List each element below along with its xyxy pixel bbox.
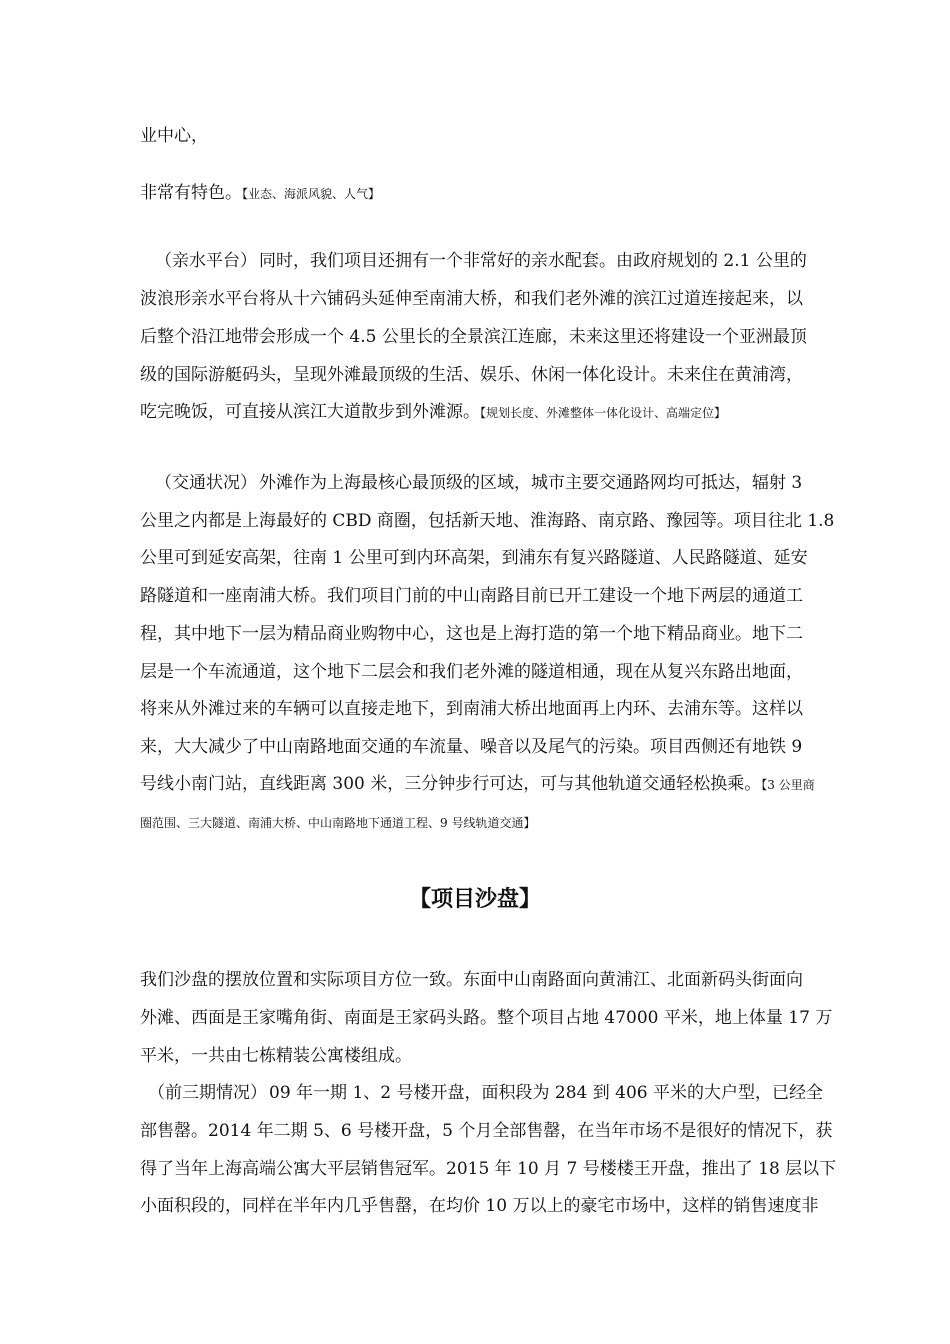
text: 业中心， (140, 126, 208, 146)
text: 外滩作为上海最核心最顶级的区域，城市主要交通路网均可抵达，辐射 3 (259, 473, 803, 493)
traffic-paragraph-line-4 (140, 584, 820, 608)
text: 号线小南门站，直线距离 300 米，三分钟步行可达，可与其他轨道交通轻松换乘。 (140, 774, 762, 794)
traffic-paragraph-line-8 (140, 735, 820, 759)
summary-note: 【业态、海派风貌、人气】 (242, 187, 381, 201)
waterfront-paragraph-line-5 (140, 400, 820, 425)
text: 将来从外滩过来的车辆可以直接走地下，到南浦大桥出地面再上内环、去浦东等。这样以 (140, 699, 803, 719)
text: 同时，我们项目还拥有一个非常好的亲水配套。由政府规划的 2.1 公里的 (259, 251, 807, 271)
text: 公里之内都是上海最好的 CBD 商圈，包括新天地、淮海路、南京路、豫园等。项目往北 1.8 (140, 511, 835, 531)
sandtable-paragraph-line-2 (140, 1006, 833, 1030)
waterfront-paragraph-line-4 (140, 363, 820, 387)
text: 得了当年上海高端公寓大平层销售冠军。2015 年 10 月 7 号楼楼王开盘，推出了 18 层以下 (140, 1159, 837, 1179)
traffic-paragraph-line-7 (140, 697, 820, 721)
text: 程，其中地下一层为精品商业购物中心，这也是上海打造的第一个地下精品商业。地下二 (140, 624, 803, 644)
text: 我们沙盘的摆放位置和实际项目方位一致。东面中山南路面向黄浦江、北面新码头街面向 (140, 970, 803, 990)
sandtable-paragraph-line-3 (140, 1044, 820, 1068)
text: 吃完晚饭，可直接从滨江大道散步到外滩源。 (140, 402, 480, 422)
traffic-paragraph-line-3 (140, 546, 820, 570)
text: 来，大大减少了中山南路地面交通的车流量、噪音以及尾气的污染。项目西侧还有地铁 9 (140, 737, 803, 757)
traffic-paragraph-line-10 (140, 810, 820, 835)
traffic-paragraph-line-5 (140, 622, 820, 646)
phases-paragraph-line-2 (140, 1119, 833, 1143)
section-lead: （交通状况） (155, 473, 257, 493)
section-lead: （亲水平台） (155, 251, 257, 271)
text: 路隧道和一座南浦大桥。我们项目门前的中山南路目前已开工建设一个地下两层的通道工 (140, 586, 803, 606)
waterfront-paragraph-line-2 (140, 287, 820, 311)
traffic-paragraph-line-6 (140, 660, 820, 684)
text: 波浪形亲水平台将从十六铺码头延伸至南浦大桥，和我们老外滩的滨江过道连接起来，以 (140, 289, 803, 309)
text: 小面积段的，同样在半年内几乎售罄，在均价 10 万以上的豪宅市场中，这样的销售速度非 (140, 1196, 819, 1216)
text: 层是一个车流通道，这个地下二层会和我们老外滩的隧道相通，现在从复兴东路出地面， (140, 662, 803, 682)
waterfront-paragraph-line-1 (155, 249, 820, 273)
waterfront-paragraph-line-3 (140, 325, 820, 349)
phases-paragraph-line-4 (140, 1194, 820, 1218)
summary-note: 【3 公里商 (761, 778, 815, 792)
sandtable-paragraph-line-1 (140, 968, 820, 992)
traffic-paragraph-line-9 (140, 772, 820, 797)
text: 后整个沿江地带会形成一个 4.5 公里长的全景滨江连廊，未来这里还将建设一个亚洲最顶 (140, 327, 807, 347)
phases-paragraph-line-3 (140, 1157, 837, 1181)
phases-paragraph-line-1 (148, 1081, 823, 1105)
paragraph-1-line-2 (140, 181, 820, 206)
summary-note: 圈范围、三大隧道、南浦大桥、中山南路地下通道工程、9 号线轨道交通】 (140, 816, 536, 830)
text: 公里可到延安高架，往南 1 公里可到内环高架，到浦东有复兴路隧道、人民路隧道、延安 (140, 548, 808, 568)
summary-note: 【规划长度、外滩整体一体化设计、高端定位】 (480, 406, 727, 420)
paragraph-1-line-1 (140, 124, 820, 148)
traffic-paragraph-line-1 (155, 471, 820, 495)
section-lead: （前三期情况） (148, 1083, 267, 1103)
text: 非常有特色。 (140, 183, 242, 203)
text: 09 年一期 1、2 号楼开盘，面积段为 284 到 406 平米的大户型，已经全 (269, 1083, 823, 1103)
traffic-paragraph-line-2 (140, 509, 835, 533)
text: 平米，一共由七栋精装公寓楼组成。 (140, 1046, 412, 1066)
text: 级的国际游艇码头，呈现外滩最顶级的生活、娱乐、休闲一体化设计。未来住在黄浦湾， (140, 365, 803, 385)
section-heading: 【项目沙盘】 (408, 887, 541, 912)
text: 外滩、西面是王家嘴角街、南面是王家码头路。整个项目占地 47000 平米，地上体量 17 万 (140, 1008, 833, 1028)
text: 部售罄。2014 年二期 5、6 号楼开盘，5 个月全部售罄，在当年市场不是很好的情况下，获 (140, 1121, 833, 1141)
